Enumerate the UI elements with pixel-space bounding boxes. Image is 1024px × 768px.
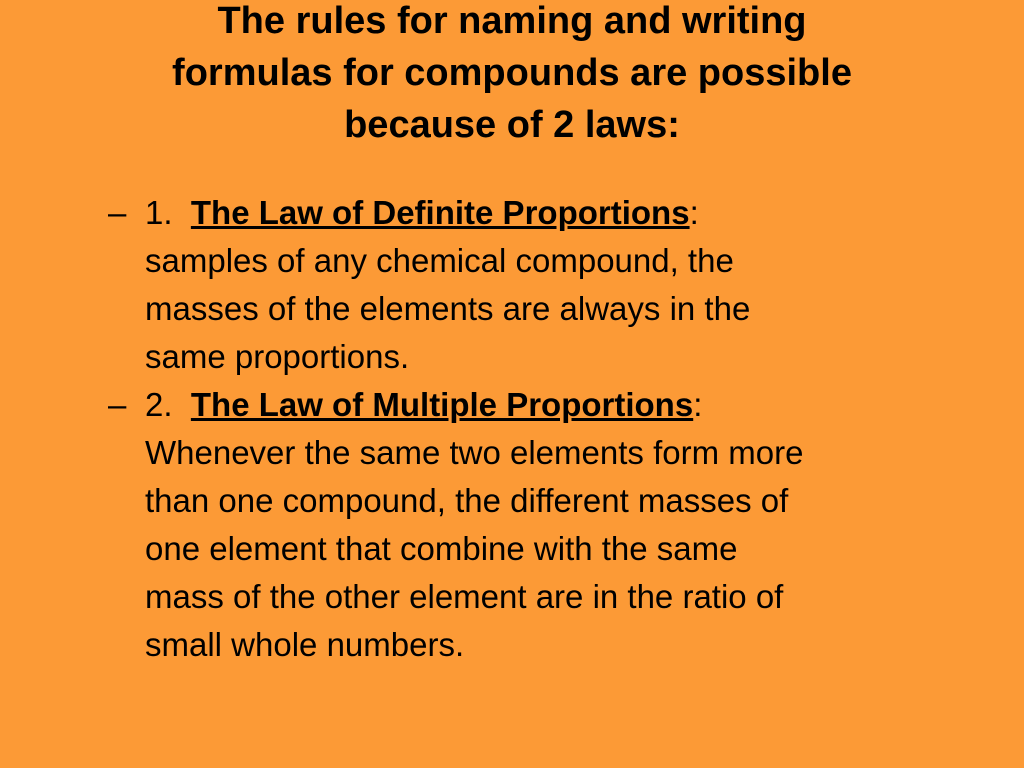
title-line: The rules for naming and writing bbox=[217, 0, 807, 42]
term-colon: : bbox=[693, 386, 703, 423]
laws-list bbox=[108, 189, 958, 669]
law-description-line: one element that combine with the same bbox=[145, 530, 738, 567]
law-definite-proportions-item bbox=[108, 189, 958, 381]
law-number: 2. bbox=[145, 386, 173, 423]
law-multiple-proportions-item bbox=[108, 381, 958, 669]
law-description-line: Whenever the same two elements form more bbox=[145, 434, 804, 471]
term-colon: : bbox=[689, 194, 699, 231]
law-term: The Law of Multiple Proportions bbox=[190, 386, 694, 423]
law-number: 1. bbox=[145, 194, 173, 231]
law-heading bbox=[145, 189, 958, 237]
law-description-line: mass of the other element are in the ratio of bbox=[145, 578, 784, 615]
law-description-line: same proportions. bbox=[145, 338, 410, 375]
law-description-line: small whole numbers. bbox=[145, 626, 465, 663]
slide-title bbox=[40, 0, 984, 151]
bullet-dash: – bbox=[108, 386, 127, 423]
title-line: because of 2 laws: bbox=[344, 104, 680, 146]
law-description-line: masses of the elements are always in the bbox=[145, 290, 751, 327]
law-description-line: samples of any chemical compound, the bbox=[145, 242, 734, 279]
bullet-dash: – bbox=[108, 194, 127, 231]
title-line: formulas for compounds are possible bbox=[172, 52, 852, 94]
law-term: The Law of Definite Proportions bbox=[190, 194, 690, 231]
law-description-line: than one compound, the different masses of bbox=[145, 482, 789, 519]
law-heading bbox=[145, 381, 958, 429]
